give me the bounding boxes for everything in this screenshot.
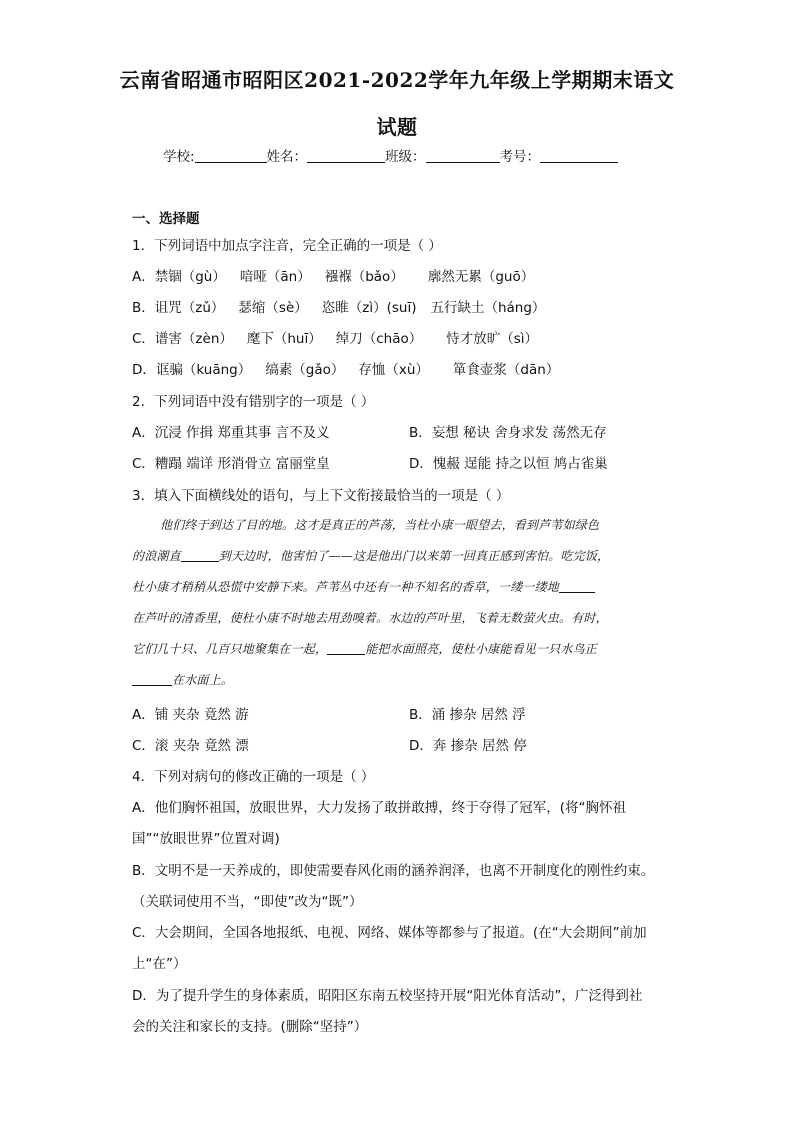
q3-passage-line4: 在芦叶的清香里，使杜小康不时地去用劲嗅着。水边的芦叶里，飞着无数萤火虫。有时， — [132, 611, 608, 625]
q1-c-word4: 恃才放旷（sì） — [446, 331, 539, 347]
q4-stem: 4．下列对病句的修改正确的一项是（ ） — [132, 769, 375, 785]
q1-b-word1: B．诅咒（zǔ） — [132, 300, 225, 316]
section-heading: 一、选择题 — [132, 211, 200, 227]
q4-option-d-line2: 会的关注和家长的支持。(删除“坚持”） — [132, 1019, 368, 1035]
page-title-line2: 试题 — [376, 115, 418, 139]
q4-option-b-line1[interactable]: B．文明不是一天养成的，即使需要春风化雨的涵养润泽，也离不开制度化的刚性约束。 — [132, 863, 655, 879]
q3-option-d[interactable]: D．奔 掺杂 居然 停 — [409, 738, 527, 754]
q1-a-word2: 喑哑（ān） — [239, 269, 311, 285]
q1-c-word3: 绰刀（chāo） — [335, 331, 423, 347]
q1-a-word3: 襁褓（bǎo） — [324, 269, 404, 285]
q2-option-d[interactable]: D．愧赧 逞能 持之以恒 鸠占雀巢 — [409, 456, 608, 472]
name-blank[interactable] — [307, 148, 385, 163]
q1-b-word4: 五行缺土（háng） — [430, 300, 546, 316]
q3-passage-line6 — [132, 671, 233, 688]
q4-option-b-line2: （关联词使用不当，“即使”改为“既”） — [132, 894, 363, 910]
q1-c-word1: C．谱害（zèn） — [132, 331, 233, 347]
q3-blank-3[interactable] — [327, 642, 365, 655]
class-label: 班级： — [385, 149, 426, 165]
school-blank[interactable] — [195, 148, 267, 163]
q1-option-c[interactable] — [132, 327, 538, 347]
q2-option-b[interactable]: B．妄想 秘诀 舍身求发 荡然无存 — [409, 425, 607, 441]
page-title-line1: 云南省昭通市昭阳区2021-2022学年九年级上学期期末语文 — [119, 68, 675, 92]
exam-no-blank[interactable] — [540, 148, 618, 163]
class-blank[interactable] — [426, 148, 500, 163]
q1-option-a[interactable] — [132, 265, 534, 285]
q1-c-word2: 麾下（huī） — [246, 331, 322, 347]
q1-d-word3: 存恤（xù） — [358, 362, 429, 378]
q1-d-word2: 缟素（gǎo） — [265, 362, 345, 378]
q3-option-a[interactable]: A．铺 夹杂 竟然 游 — [132, 707, 249, 723]
q3-passage-text: 在水面上。 — [172, 673, 234, 687]
q3-blank-1[interactable] — [181, 549, 219, 562]
q2-stem: 2．下列词语中没有错别字的一项是（ ） — [132, 394, 375, 410]
q1-option-b[interactable] — [132, 296, 545, 316]
q3-passage-text: 的浪潮直 — [132, 549, 181, 563]
q3-blank-4[interactable] — [132, 673, 172, 686]
q3-passage-line5 — [132, 640, 597, 657]
q2-option-a[interactable]: A．沉浸 作揖 郑重其事 言不及义 — [132, 425, 330, 441]
q3-passage-text: 到天边时，他害怕了——这是他出门以来第一回真正感到害怕。吃完饭， — [218, 549, 610, 563]
name-label: 姓名： — [266, 149, 308, 165]
school-label: 学校: — [163, 149, 195, 165]
q3-passage-text: 它们几十只、几百只地聚集在一起， — [132, 642, 328, 656]
exam-no-label: 考号： — [499, 149, 541, 165]
q4-option-c-line2: 上“在”） — [132, 956, 187, 972]
q4-option-a-line2: 国”“放眼世界”位置对调) — [132, 831, 280, 847]
q1-a-word4: 廓然无累（guō） — [427, 269, 535, 285]
q1-option-d[interactable] — [132, 358, 559, 378]
q3-passage-line1: 他们终于到达了目的地。这才是真正的芦荡，当杜小康一眼望去，看到芦苇如绿色 — [160, 518, 600, 532]
q1-d-word1: D．诓骗（kuāng） — [132, 362, 252, 378]
q4-option-a-line1[interactable]: A．他们胸怀祖国，放眼世界，大力发扬了敢拼敢搏，终于夺得了冠军，(将“胸怀祖 — [132, 800, 626, 816]
q4-option-c-line1[interactable]: C．大会期间，全国各地报纸、电视、网络、媒体等都参与了报道。(在“大会期间”前加 — [132, 925, 647, 941]
q3-passage-line3 — [132, 578, 595, 595]
q3-stem: 3．填入下面横线处的语句，与上下文衔接最恰当的一项是（ ） — [132, 488, 510, 504]
q3-passage-line2 — [132, 547, 609, 564]
q2-option-c[interactable]: C．糟蹋 端详 形消骨立 富丽堂皇 — [132, 456, 330, 472]
q1-d-word4: 箪食壶浆（dān） — [452, 362, 560, 378]
q3-blank-2[interactable] — [559, 580, 595, 593]
q1-b-word3: 恣睢（zì）(suī) — [321, 300, 417, 316]
student-info-row — [163, 145, 618, 165]
q1-b-word2: 瑟缩（sè） — [238, 300, 308, 316]
q3-passage-text: 能把水面照亮，使杜小康能看见一只水鸟正 — [365, 642, 598, 656]
q1-a-word1: A．禁锢（gù） — [132, 269, 226, 285]
q1-stem: 1．下列词语中加点字注音，完全正确的一项是（ ） — [132, 238, 442, 254]
q3-passage-text: 杜小康才稍稍从恐慌中安静下来。芦苇丛中还有一种不知名的香草，一缕一缕地 — [132, 580, 560, 594]
q3-option-c[interactable]: C．滚 夹杂 竟然 漂 — [132, 738, 249, 754]
q3-option-b[interactable]: B．涌 掺杂 居然 浮 — [409, 707, 526, 723]
q4-option-d-line1[interactable]: D．为了提升学生的身体素质，昭阳区东南五校坚持开展“阳光体育活动”，广泛得到社 — [132, 988, 643, 1004]
